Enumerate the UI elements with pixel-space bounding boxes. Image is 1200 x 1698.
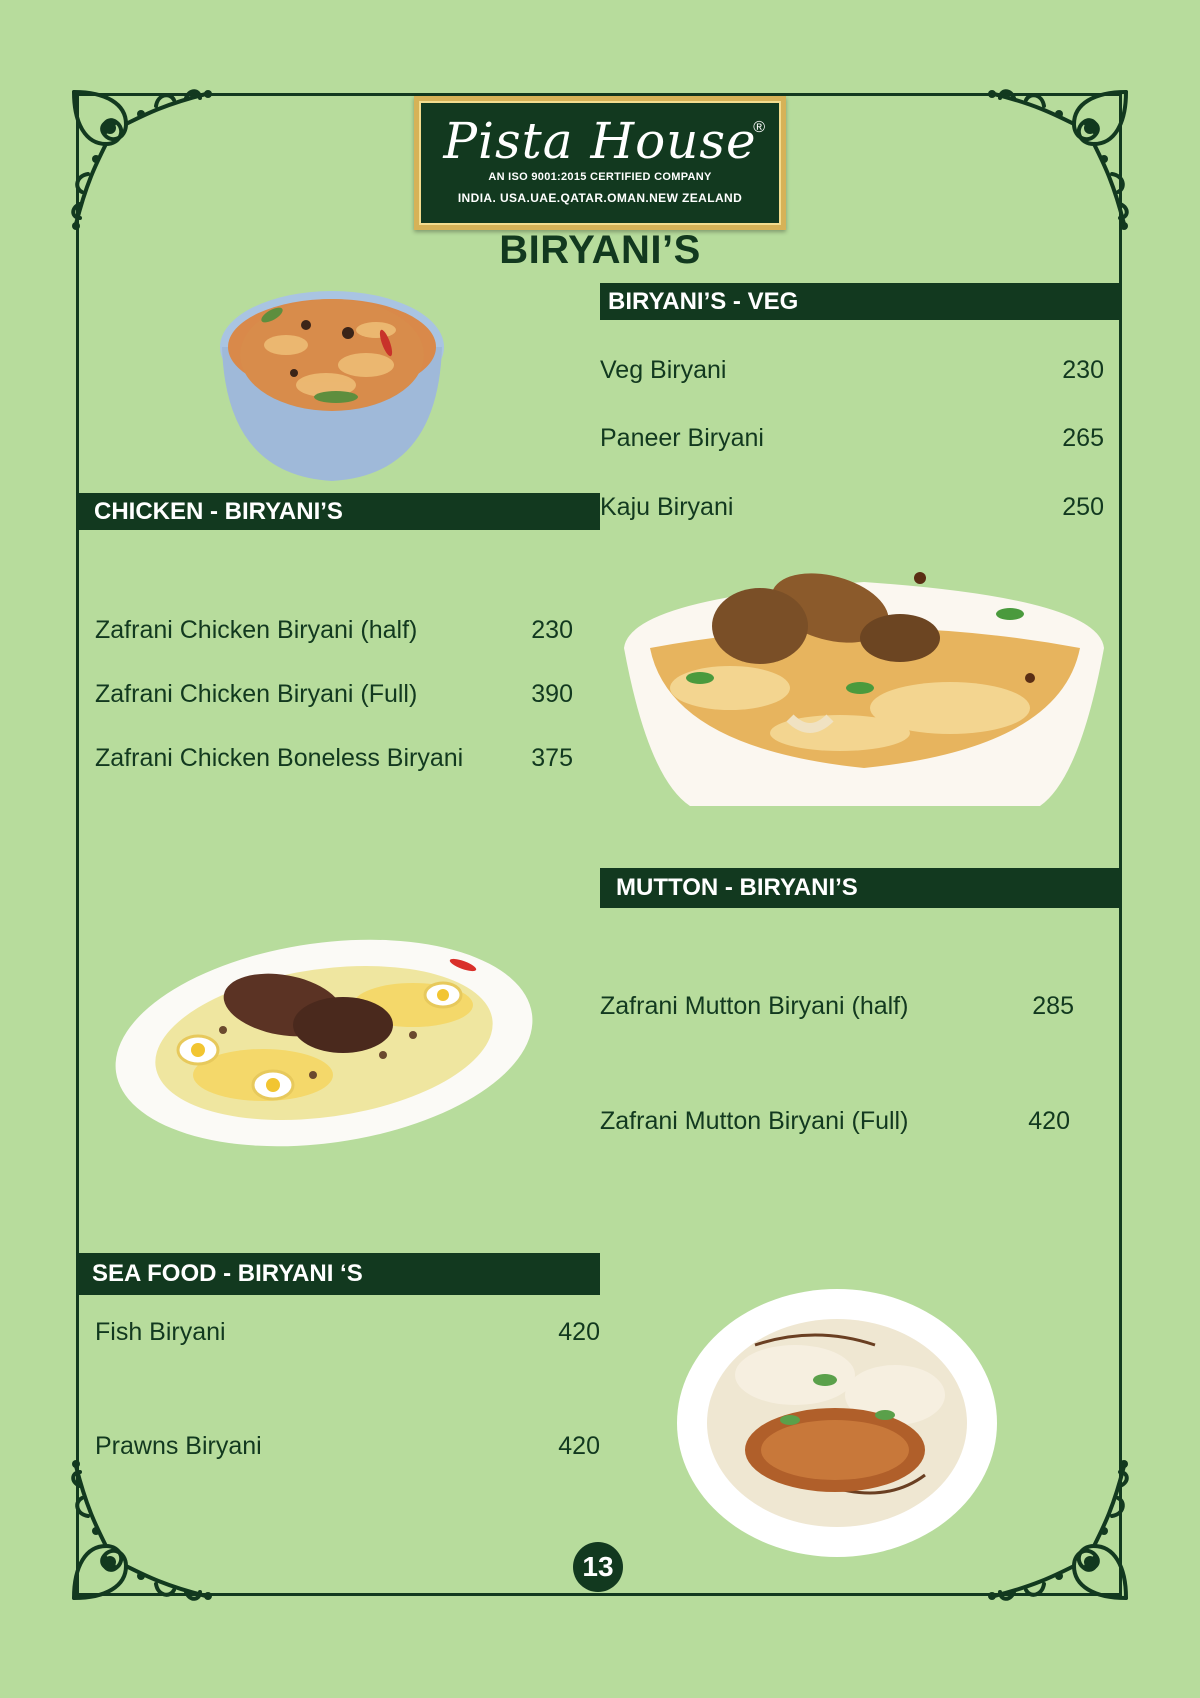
- item-price: 250: [1062, 492, 1104, 521]
- item-name: Zafrani Chicken Boneless Biryani: [95, 743, 464, 772]
- mutton-biryani-plate-icon: [113, 925, 535, 1160]
- item-name: Veg Biryani: [600, 355, 727, 384]
- section-header-chicken: CHICKEN - BIRYANI’S: [78, 493, 600, 530]
- item-price: 265: [1062, 423, 1104, 452]
- menu-item: [95, 676, 573, 712]
- item-price: 420: [558, 1317, 600, 1346]
- ornament-corner-icon: [66, 84, 216, 234]
- menu-item: [600, 420, 1104, 456]
- registered-mark: ®: [753, 119, 765, 136]
- section-header-veg: BIRYANI’S - VEG: [600, 283, 1122, 320]
- menu-item: [600, 988, 1074, 1024]
- item-price: 420: [558, 1431, 600, 1460]
- item-name: Zafrani Chicken Biryani (Full): [95, 679, 418, 708]
- item-name: Paneer Biryani: [600, 423, 764, 452]
- menu-item: [95, 612, 573, 648]
- brand-name: Pista House: [443, 112, 757, 170]
- brand-certification: AN ISO 9001:2015 CERTIFIED COMPANY: [488, 171, 712, 183]
- item-name: Kaju Biryani: [600, 492, 734, 521]
- veg-biryani-bowl-icon: [216, 285, 448, 485]
- ornament-corner-icon: [984, 1456, 1134, 1606]
- menu-item: [95, 740, 573, 776]
- item-price: 230: [1062, 355, 1104, 384]
- item-name: Zafrani Chicken Biryani (half): [95, 615, 418, 644]
- menu-item: [95, 1428, 600, 1464]
- item-name: Zafrani Mutton Biryani (Full): [600, 1106, 909, 1135]
- menu-item: [600, 352, 1104, 388]
- item-name: Zafrani Mutton Biryani (half): [600, 991, 909, 1020]
- section-header-mutton: MUTTON - BIRYANI’S: [600, 868, 1122, 908]
- menu-item: [600, 1103, 1070, 1139]
- item-name: Prawns Biryani: [95, 1431, 262, 1460]
- section-header-seafood: SEA FOOD - BIRYANI ‘S: [78, 1253, 600, 1295]
- item-price: 420: [1028, 1106, 1070, 1135]
- item-price: 230: [531, 615, 573, 644]
- item-price: 375: [531, 743, 573, 772]
- ornament-corner-icon: [984, 84, 1134, 234]
- menu-item: [95, 1314, 600, 1350]
- brand-logo: [414, 96, 786, 230]
- fish-biryani-plate-icon: [675, 1285, 1000, 1560]
- ornament-corner-icon: [66, 1456, 216, 1606]
- page-number: 13: [573, 1542, 623, 1592]
- item-name: Fish Biryani: [95, 1317, 226, 1346]
- chicken-biryani-bowl-icon: [620, 538, 1108, 808]
- brand-countries: INDIA. USA.UAE.QATAR.OMAN.NEW ZEALAND: [457, 191, 743, 205]
- page-title: BIRYANI’S: [499, 228, 701, 272]
- menu-item: [600, 489, 1104, 525]
- item-price: 390: [531, 679, 573, 708]
- item-price: 285: [1032, 991, 1074, 1020]
